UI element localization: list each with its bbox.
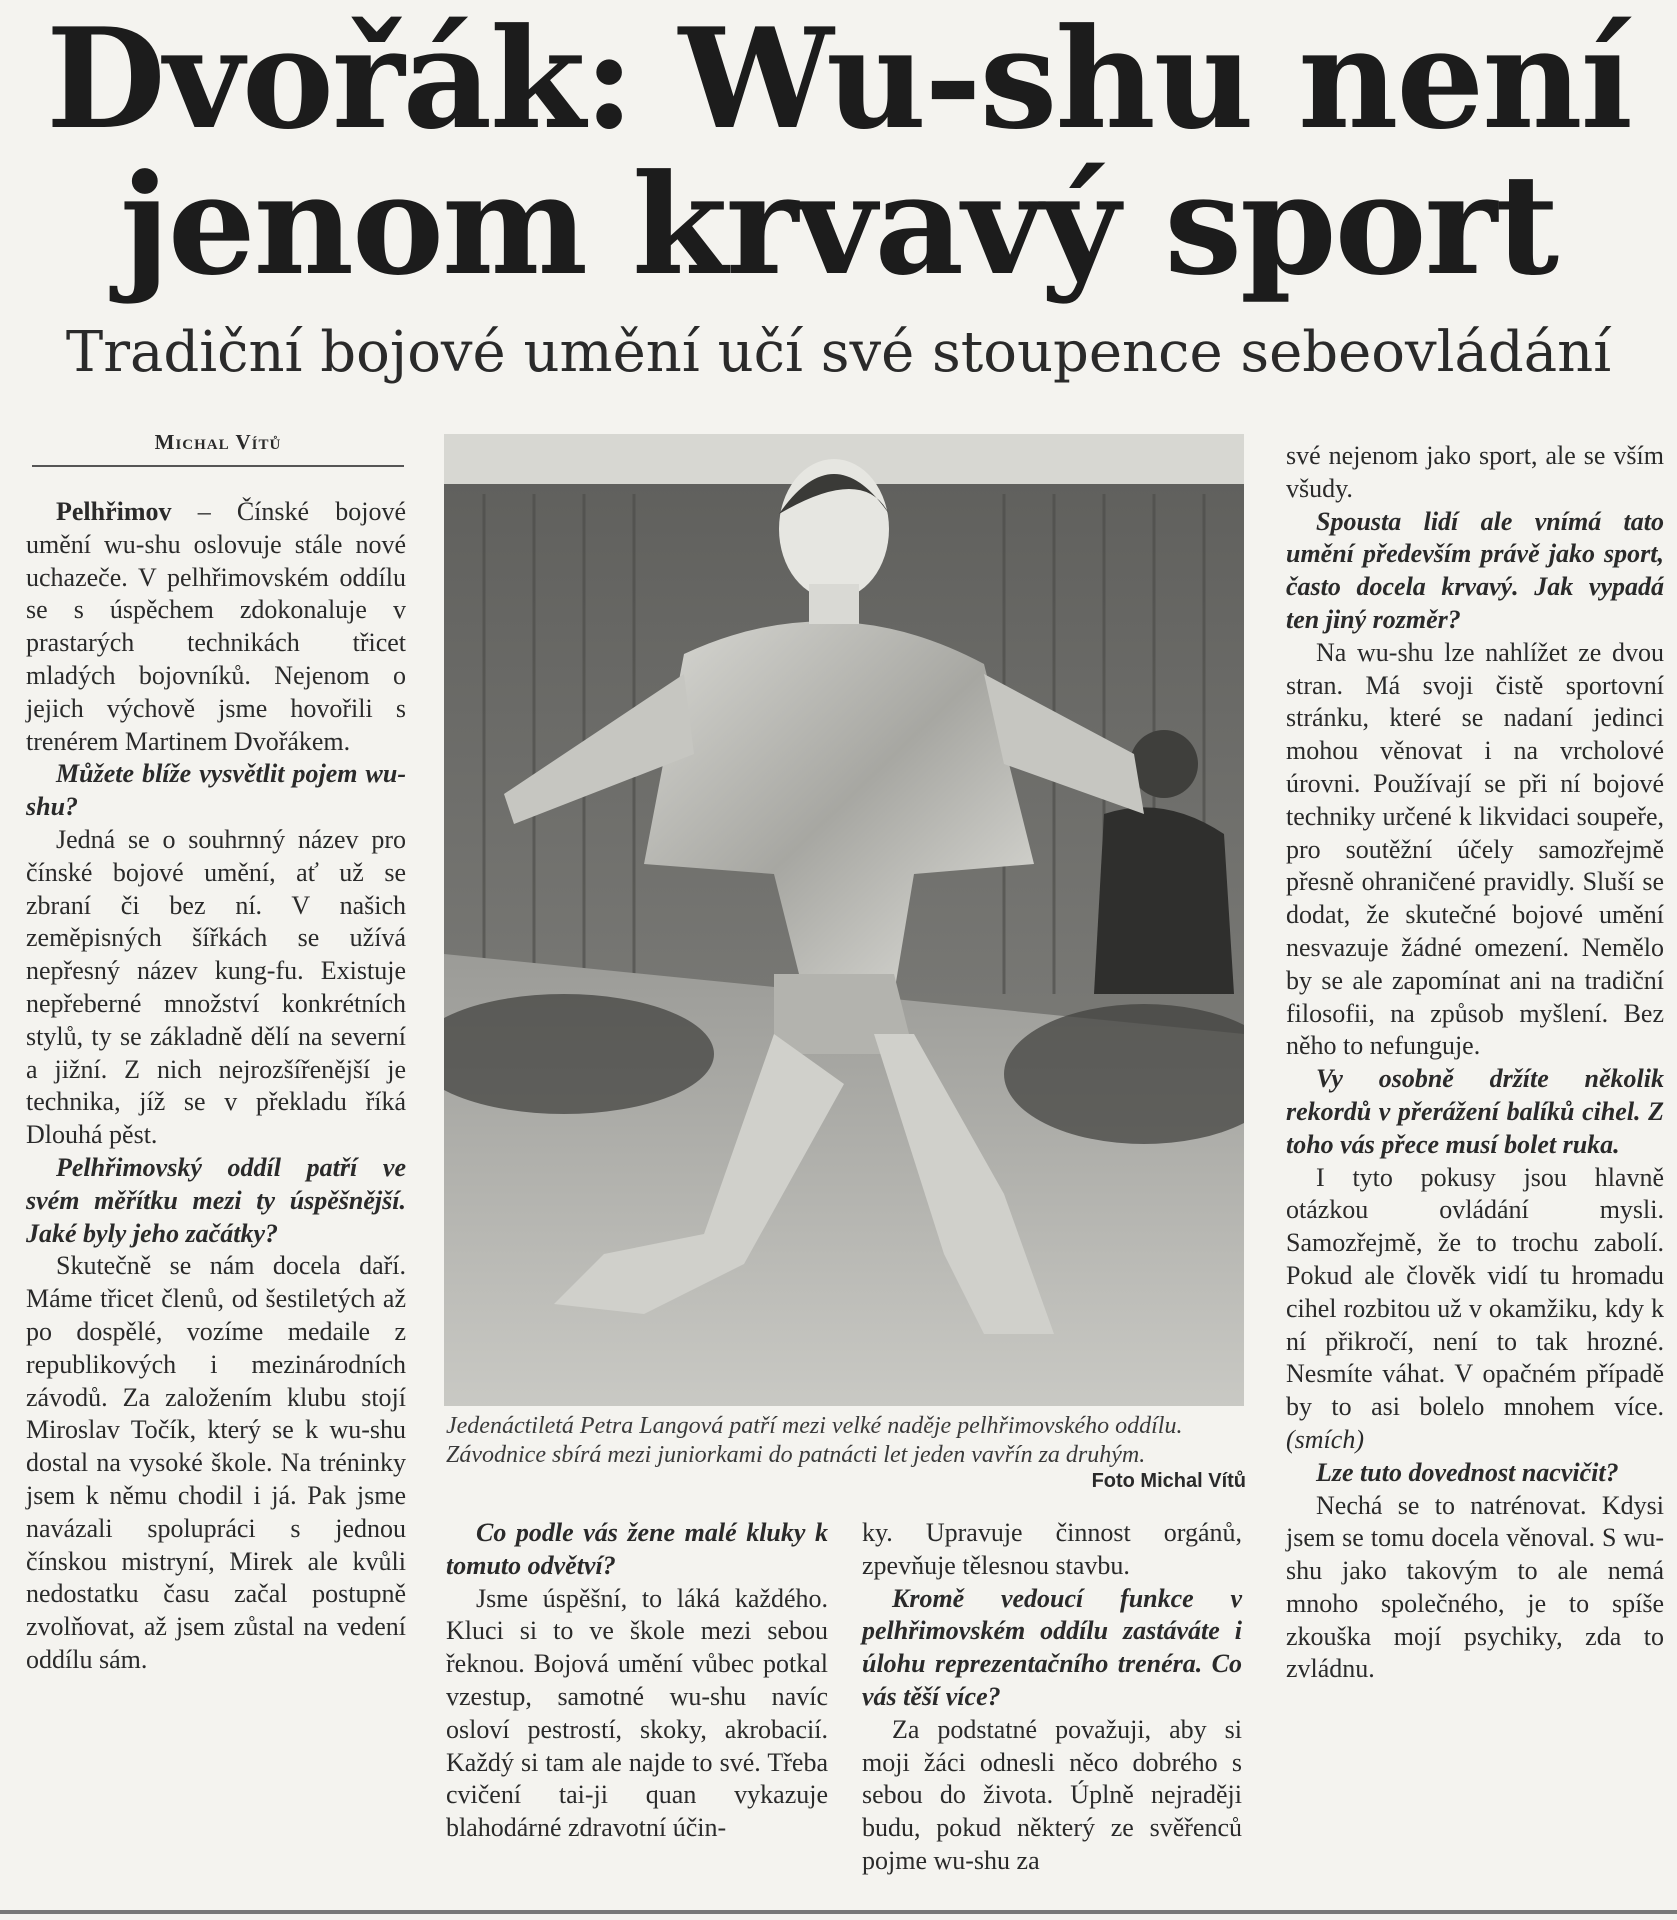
question-5: Spousta lidí ale vnímá tato umění především právě jako sport, často docela krvavý. Jak vypadá ten jiný rozměr? bbox=[1286, 506, 1664, 634]
question-2: Pelhřimovský oddíl patří ve svém měřítku mezi ty úspěšnější. Jaké byly jeho začátky? bbox=[26, 1152, 406, 1248]
answer-4: Za podstatné považuji, aby si moji žáci odnesli něco dobrého s sebou do života. Úplně nejraději budu, pokud některý ze svěřenců pojme wu-shu za bbox=[862, 1714, 1242, 1875]
answer-7: Nechá se to natrénovat. Kdysi jsem se tomu docela věnoval. S wu-shu jako takovým to ale nemá mnoho společného, je to spíše zkouška mojí psychiky, zda to zvládnu. bbox=[1286, 1490, 1664, 1684]
question-4: Kromě vedoucí funkce v pelhřimovském oddílu zastáváte i úlohu reprezentačního trenéra. Co vás těší více? bbox=[862, 1583, 1242, 1711]
headline-line-2: jenom krvavý sport bbox=[119, 143, 1558, 306]
answer-3-continued: ky. Upravuje činnost orgánů, zpevňuje tělesnou stavbu. bbox=[862, 1518, 1242, 1580]
byline: Michal Vítů bbox=[32, 430, 404, 467]
photo-caption: Jedenáctiletá Petra Langová patří mezi velké naděje pelhřimovského oddílu. Závodnice sbírá mezi juniorkami do patnácti let jeden vavřín za druhým. bbox=[446, 1413, 1183, 1468]
column-1 bbox=[26, 496, 406, 1677]
answer-5: Na wu-shu lze nahlížet ze dvou stran. Má svoji čistě sportovní stránku, které se nadaní jedinci mohou věnovat i na vrcholové úrovni. Používají se při ní bojové techniky určené k likvidaci soupeře, pro soutěžní účely samozřejmě přesně ohraničené pravidly. Sluší se dodat, že skutečné bojové umění nesvazuje žádné omezení. Nemělo by se ale zapomínat ani na tradiční filosofii, na způsob myšlení. Bez něho to nefunguje. bbox=[1286, 637, 1664, 1061]
column-4 bbox=[1286, 440, 1664, 1686]
question-1: Můžete blíže vysvětlit pojem wu-shu? bbox=[26, 759, 406, 822]
answer-4-continued: své nejenom jako sport, ale se vším všudy. bbox=[1286, 441, 1664, 503]
answer-1: Jedná se o souhrnný název pro čínské bojové umění, ať už se zbraní či bez ní. V našich zeměpisných šířkách se užívá nepřesný název kung-fu. Existuje nepřeberné množství konkrétních stylů, ty se základně dělí na severní a jižní. Z nich nejrozšířenější je technika, jíž se v překladu říká Dlouhá pěst. bbox=[26, 824, 406, 1150]
answer-6-note: (smích) bbox=[1286, 1424, 1364, 1454]
article-photo bbox=[444, 434, 1244, 1406]
answer-2: Skutečně se nám docela daří. Máme třicet členů, od šestiletých až po dospělé, vozíme medaile z republikových i mezinárodních závodů. Za založením klubu stojí Miroslav Točík, který se k wu-shu dostal na vysoké škole. Na tréninky jsem k němu chodil i já. Pak jsme navázali spolupráci s jednou čínskou mistryní, Mirek ale kvůli nedostatku času začal postupně zvolňovat, až jsem zůstal na vedení oddílu sám. bbox=[26, 1251, 406, 1674]
lead-text: – Čínské bojové umění wu-shu oslovuje stále nové uchazeče. V pelhřimovském oddílu se s úspěchem zdokonaluje v prastarých technikách třicet mladých bojovníků. Nejenom o jejich výchově jsme hovořili s trenérem Martinem Dvořákem. bbox=[26, 497, 406, 756]
answer-6 bbox=[1286, 1162, 1664, 1457]
column-2 bbox=[446, 1517, 828, 1845]
column-3 bbox=[862, 1517, 1242, 1878]
photo-illustration bbox=[444, 434, 1244, 1406]
question-6: Vy osobně držíte několik rekordů v přerážení balíků cihel. Z toho vás přece musí bolet ruka. bbox=[1286, 1064, 1664, 1159]
question-3: Co podle vás žene malé kluky k tomuto odvětví? bbox=[446, 1518, 828, 1580]
answer-3: Jsme úspěšní, to láká každého. Kluci si to ve škole mezi sebou řeknou. Bojová umění vůbec potkal vzestup, samotné wu-shu navíc osloví pestrostí, skoky, akrobacií. Každý si tam ale najde to své. Třeba cvičení tai-ji quan vykazuje blahodárné zdravotní účin- bbox=[446, 1583, 828, 1843]
photo-credit: Foto Michal Vítů bbox=[1091, 1470, 1246, 1492]
question-7: Lze tuto dovednost nacvičit? bbox=[1316, 1457, 1619, 1487]
lead-paragraph bbox=[26, 496, 406, 758]
headline-line-1: Dvořák: Wu-shu není bbox=[46, 0, 1631, 160]
subheadline: Tradiční bojové umění učí své stoupence sebeovládání bbox=[65, 320, 1612, 385]
answer-6-text: I tyto pokusy jsou hlavně otázkou ovládání mysli. Samozřejmě, že to trochu zabolí. Pokud ale člověk vidí tu hromadu cihel rozbitou už v okamžiku, kdy k ní přikročí, není to tak hrozné. Nesmíte váhat. V opačném případě by to asi bolelo mnohem více. bbox=[1286, 1162, 1664, 1422]
dateline-location: Pelhřimov bbox=[56, 497, 172, 526]
bottom-rule bbox=[0, 1910, 1677, 1914]
